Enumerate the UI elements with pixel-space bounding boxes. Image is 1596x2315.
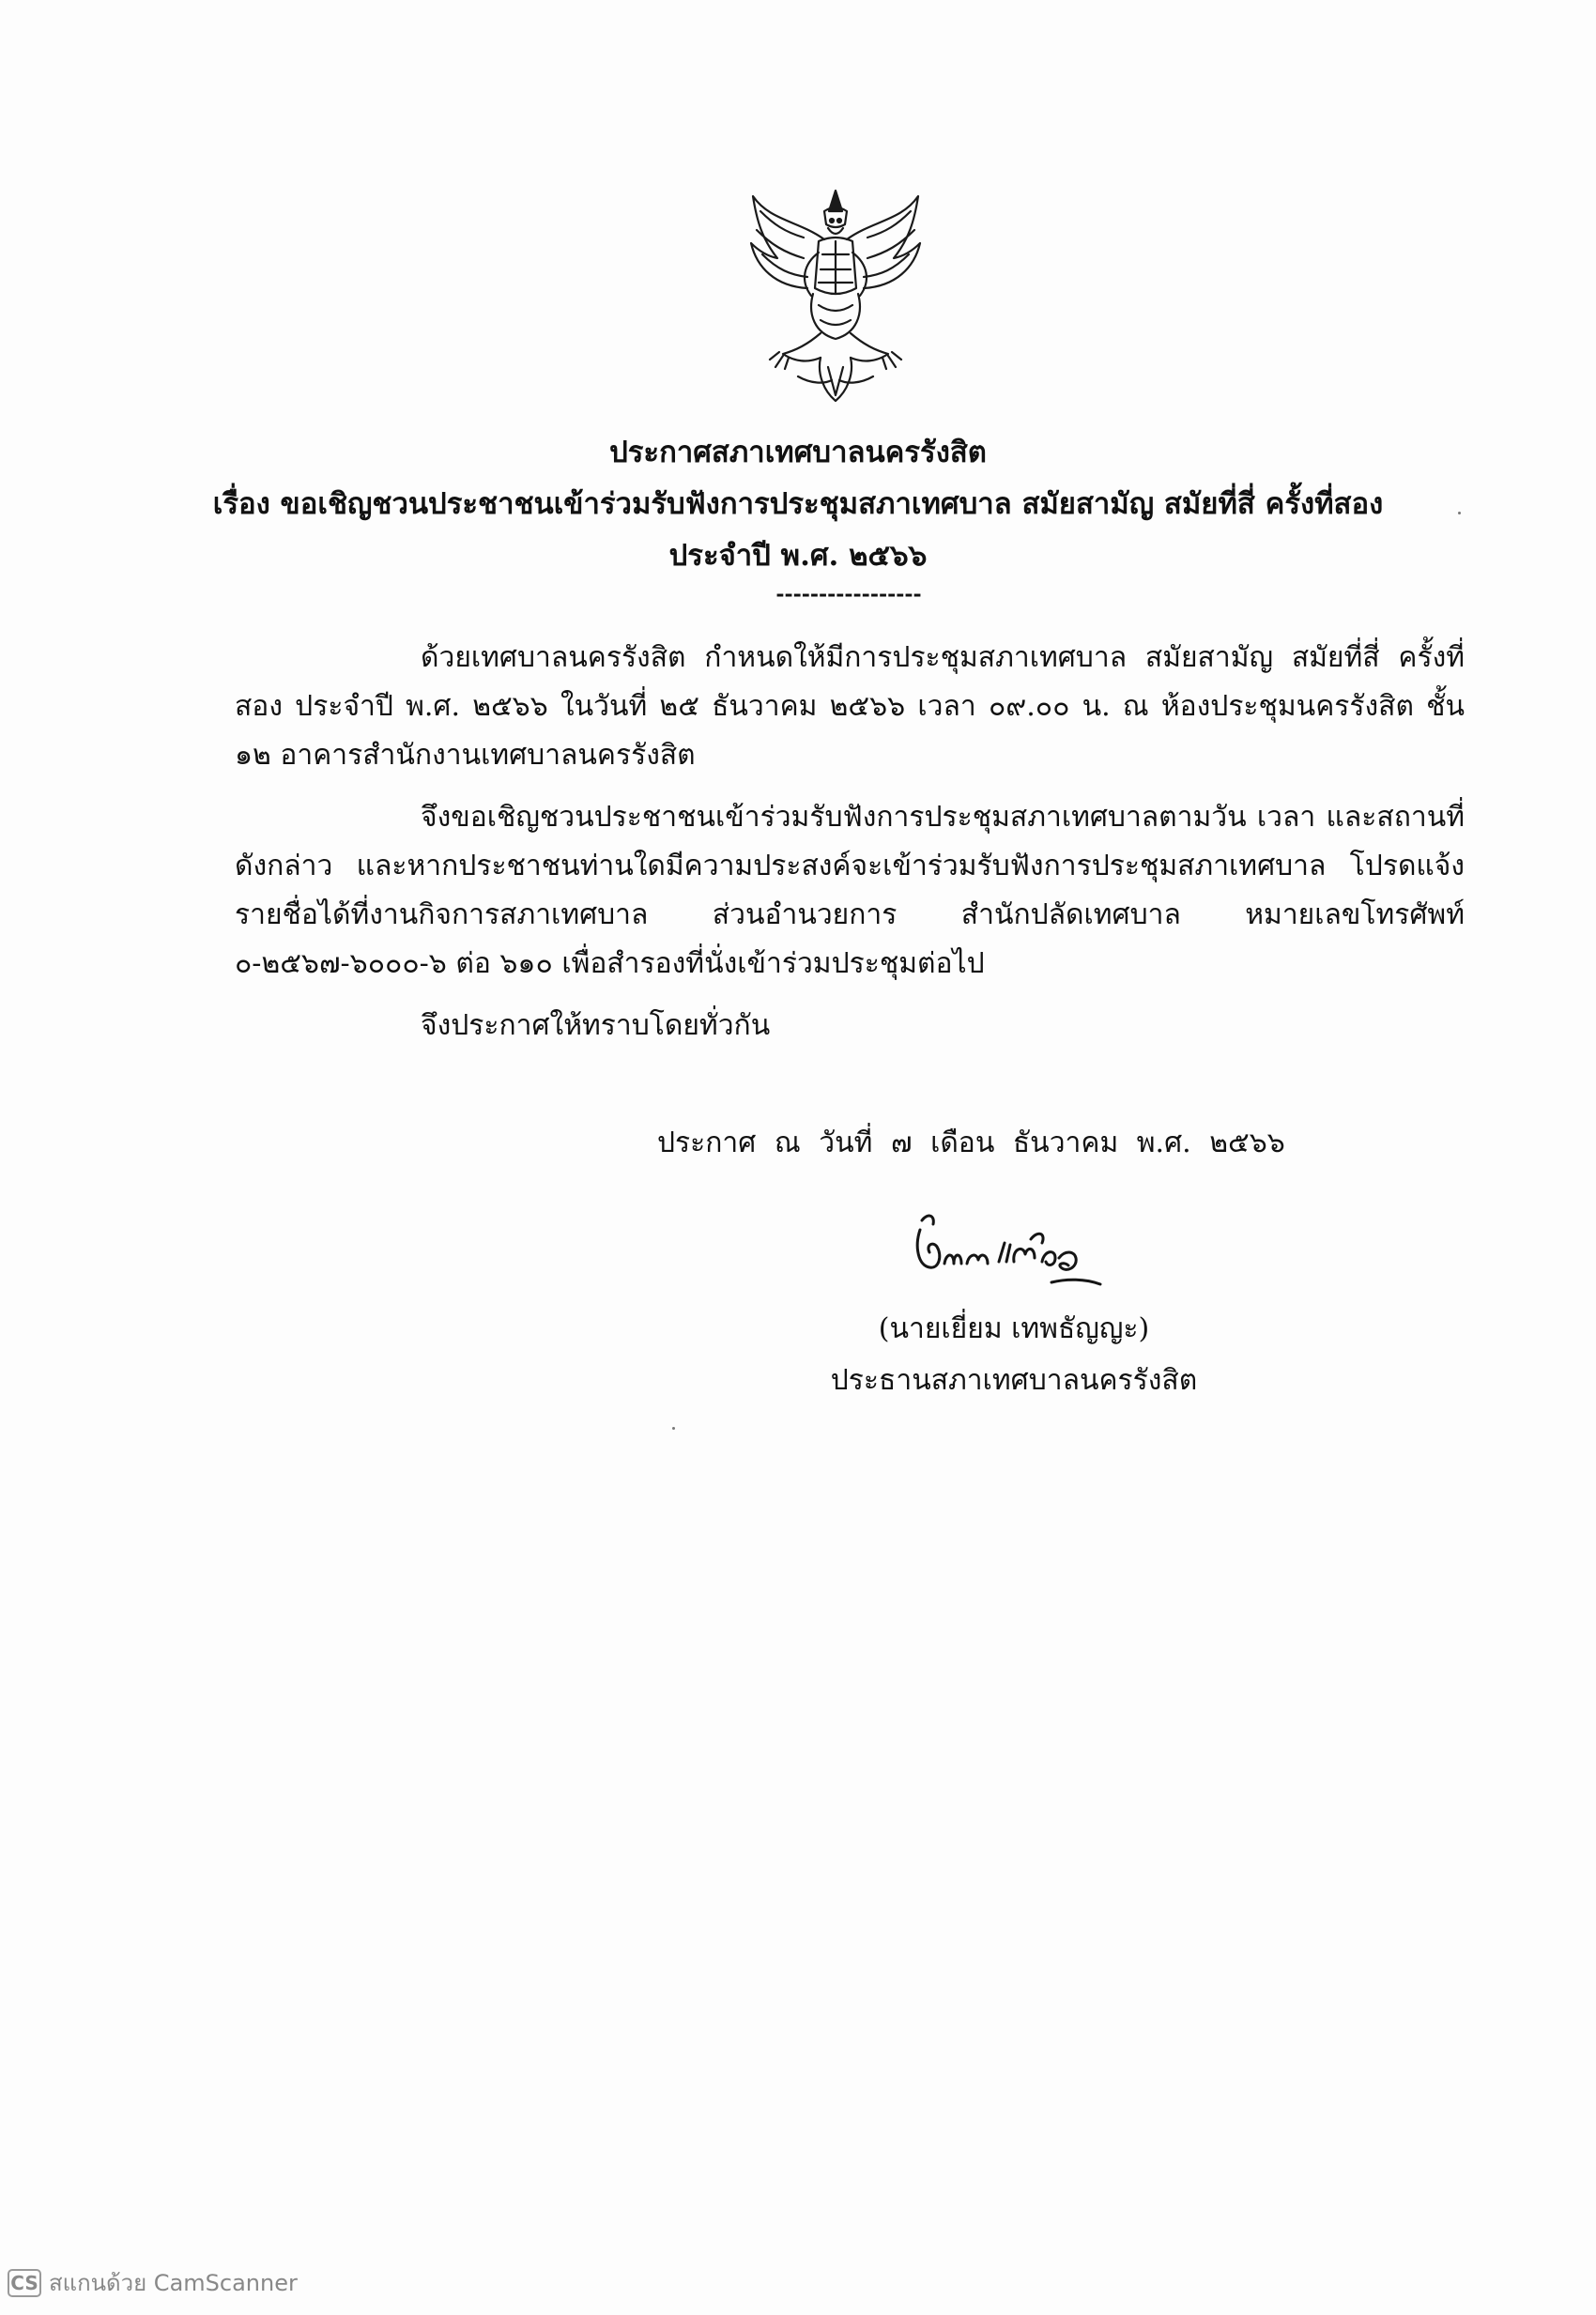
closing-statement: จึงประกาศให้ทราบโดยทั่วกัน — [421, 1009, 771, 1042]
date-day-label: วันที่ — [819, 1127, 873, 1159]
date-month-label: เดือน — [930, 1127, 995, 1159]
date-prefix: ประกาศ — [657, 1127, 757, 1159]
scan-speck — [672, 1427, 675, 1430]
separator-line: ----------------- — [775, 582, 922, 606]
handwritten-signature — [901, 1192, 1117, 1295]
announcement-title: ประกาศสภาเทศบาลนครรังสิต — [609, 436, 987, 469]
camscanner-logo-icon: CS — [8, 2269, 41, 2297]
announcement-date — [657, 1119, 1314, 1168]
announcement-header — [0, 427, 1596, 582]
garuda-emblem-icon — [742, 183, 929, 408]
date-day: ๗ — [890, 1127, 913, 1159]
announcement-subject-continued: ประจำปี พ.ศ. ๒๕๖๖ — [668, 539, 928, 573]
date-year-label: พ.ศ. — [1136, 1127, 1191, 1159]
date-year: ๒๕๖๖ — [1209, 1127, 1285, 1159]
date-month: ธันวาคม — [1012, 1127, 1119, 1159]
signer-name: (นายเยี่ยม เทพธัญญะ) — [878, 1312, 1150, 1345]
announcement-subject: เรื่อง ขอเชิญชวนประชาชนเข้าร่วมรับฟังการประชุมสภาเทศบาล สมัยสามัญ สมัยที่สี่ ครั้งที่สอง — [212, 487, 1384, 521]
paragraph-meeting-schedule: ด้วยเทศบาลนครรังสิต กำหนดให้มีการประชุมสภาเทศบาล สมัยสามัญ สมัยที่สี่ ครั้งที่สอง ประจำปี พ.ศ. ๒๕๖๖ ในวันที่ ๒๕ ธันวาคม ๒๕๖๖ เวลา ๐๙.๐๐ น. ณ ห้องประชุมนครรังสิต ชั้น ๑๒ อาคารสำนักงานเทศบาลนครรังสิต — [235, 641, 1465, 772]
signer-position: ประธานสภาเทศบาลนครรังสิต — [830, 1364, 1198, 1397]
camscanner-label: สแกนด้วย CamScanner — [49, 2270, 298, 2296]
camscanner-footer — [8, 2264, 298, 2301]
scan-speck — [1458, 512, 1461, 514]
paragraph-invitation: จึงขอเชิญชวนประชาชนเข้าร่วมรับฟังการประชุมสภาเทศบาลตามวัน เวลา และสถานที่ดังกล่าว และหากประชาชนท่านใดมีความประสงค์จะเข้าร่วมรับฟังการประชุมสภาเทศบาล โปรดแจ้งรายชื่อได้ที่งานกิจการสภาเทศบาล ส่วนอำนวยการ สำนักปลัดเทศบาล หมายเลขโทรศัพท์ ๐-๒๕๖๗-๖๐๐๐-๖ ต่อ ๖๑๐ เพื่อสำรองที่นั่งเข้าร่วมประชุมต่อไป — [235, 801, 1465, 980]
signer-block — [723, 1303, 1305, 1406]
announcement-body — [235, 634, 1465, 1050]
date-at: ณ — [774, 1127, 801, 1159]
